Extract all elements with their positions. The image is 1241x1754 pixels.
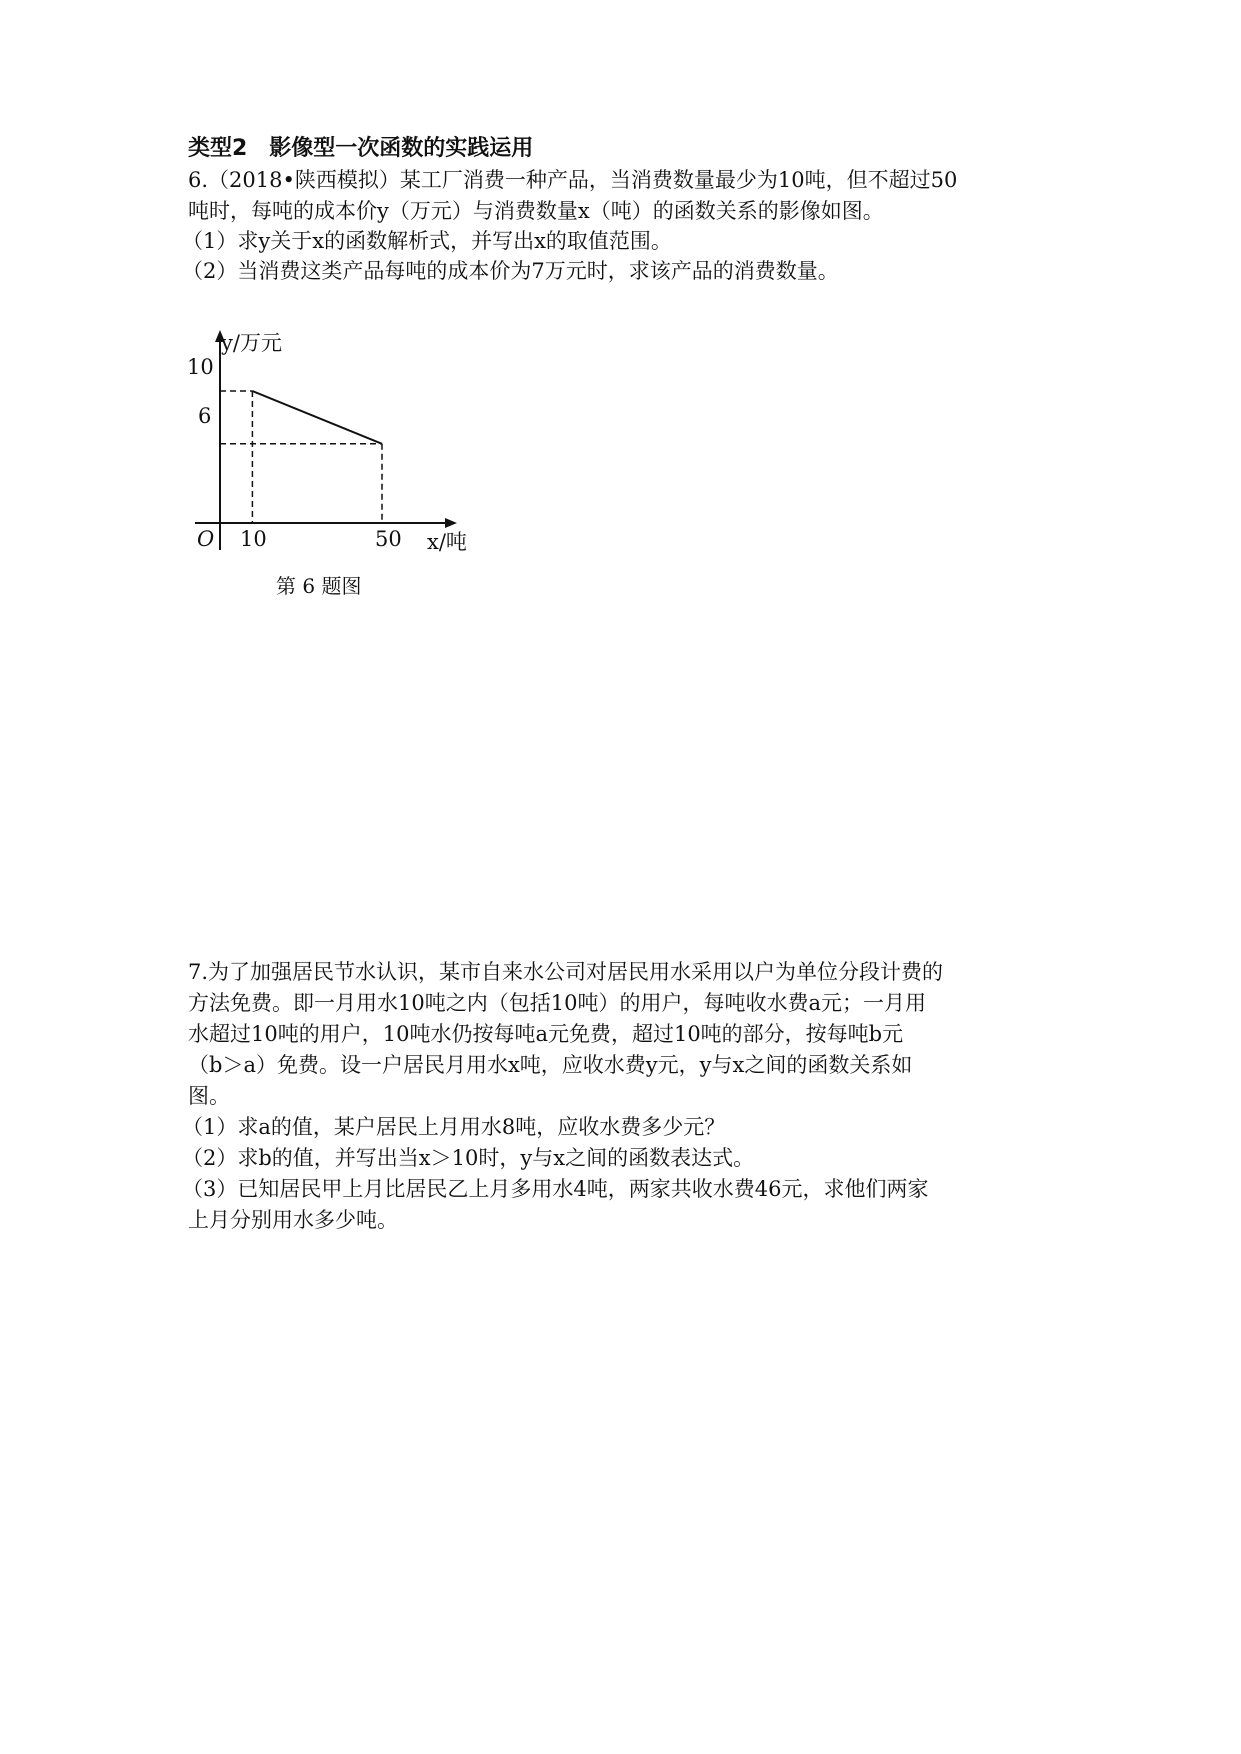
x-tick-label-50: 50 bbox=[375, 527, 402, 551]
question-7-text-line-1: 7.为了加强居民节水认识，某市自来水公司对居民用水采用以户为单位分段计费的 bbox=[188, 960, 944, 984]
x-axis-arrow bbox=[445, 518, 457, 528]
question-7-text-line-4: （b＞a）免费。设一户居民月用水x吨，应收水费y元，y与x之间的函数关系如 bbox=[188, 1053, 913, 1077]
question-7-part-3-line-2: 上月分别用水多少吨。 bbox=[188, 1208, 398, 1232]
question-6-figure bbox=[185, 330, 485, 570]
y-tick-label-10: 10 bbox=[187, 355, 214, 379]
figure-caption: 第 6 题图 bbox=[276, 574, 362, 598]
question-6-text-line-2: 吨时，每吨的成本价y（万元）与消费数量x（吨）的函数关系的影像如图。 bbox=[188, 199, 884, 223]
question-6-part-1: （1）求y关于x的函数解析式，并写出x的取值范围。 bbox=[182, 229, 672, 253]
y-tick-label-6: 6 bbox=[198, 404, 212, 428]
question-7-text-line-2: 方法免费。即一月用水10吨之内（包括10吨）的用户，每吨收水费a元；一月用 bbox=[188, 991, 926, 1015]
series-line-segment bbox=[252, 391, 382, 444]
question-6-part-2: （2）当消费这类产品每吨的成本价为7万元时，求该产品的消费数量。 bbox=[182, 259, 839, 283]
x-axis-label: x/吨 bbox=[427, 530, 467, 554]
question-7-part-3-line-1: （3）已知居民甲上月比居民乙上月多用水4吨，两家共收水费46元，求他们两家 bbox=[182, 1177, 929, 1201]
x-tick-label-10: 10 bbox=[240, 527, 267, 551]
question-7-part-1: （1）求a的值，某户居民上月用水8吨，应收水费多少元？ bbox=[182, 1115, 726, 1139]
y-axis-label: y/万元 bbox=[221, 331, 282, 355]
origin-label: O bbox=[197, 527, 215, 551]
question-7-text-line-3: 水超过10吨的用户，10吨水仍按每吨a元免费，超过10吨的部分，按每吨b元 bbox=[188, 1022, 904, 1046]
question-7-part-2: （2）求b的值，并写出当x＞10时，y与x之间的函数表达式。 bbox=[182, 1146, 755, 1170]
section-title: 类型2 影像型一次函数的实践运用 bbox=[188, 136, 534, 161]
question-6-text-line-1: 6.（2018•陕西模拟）某工厂消费一种产品，当消费数量最少为10吨，但不超过50 bbox=[188, 168, 958, 192]
question-7-text-line-5: 图。 bbox=[188, 1084, 230, 1108]
